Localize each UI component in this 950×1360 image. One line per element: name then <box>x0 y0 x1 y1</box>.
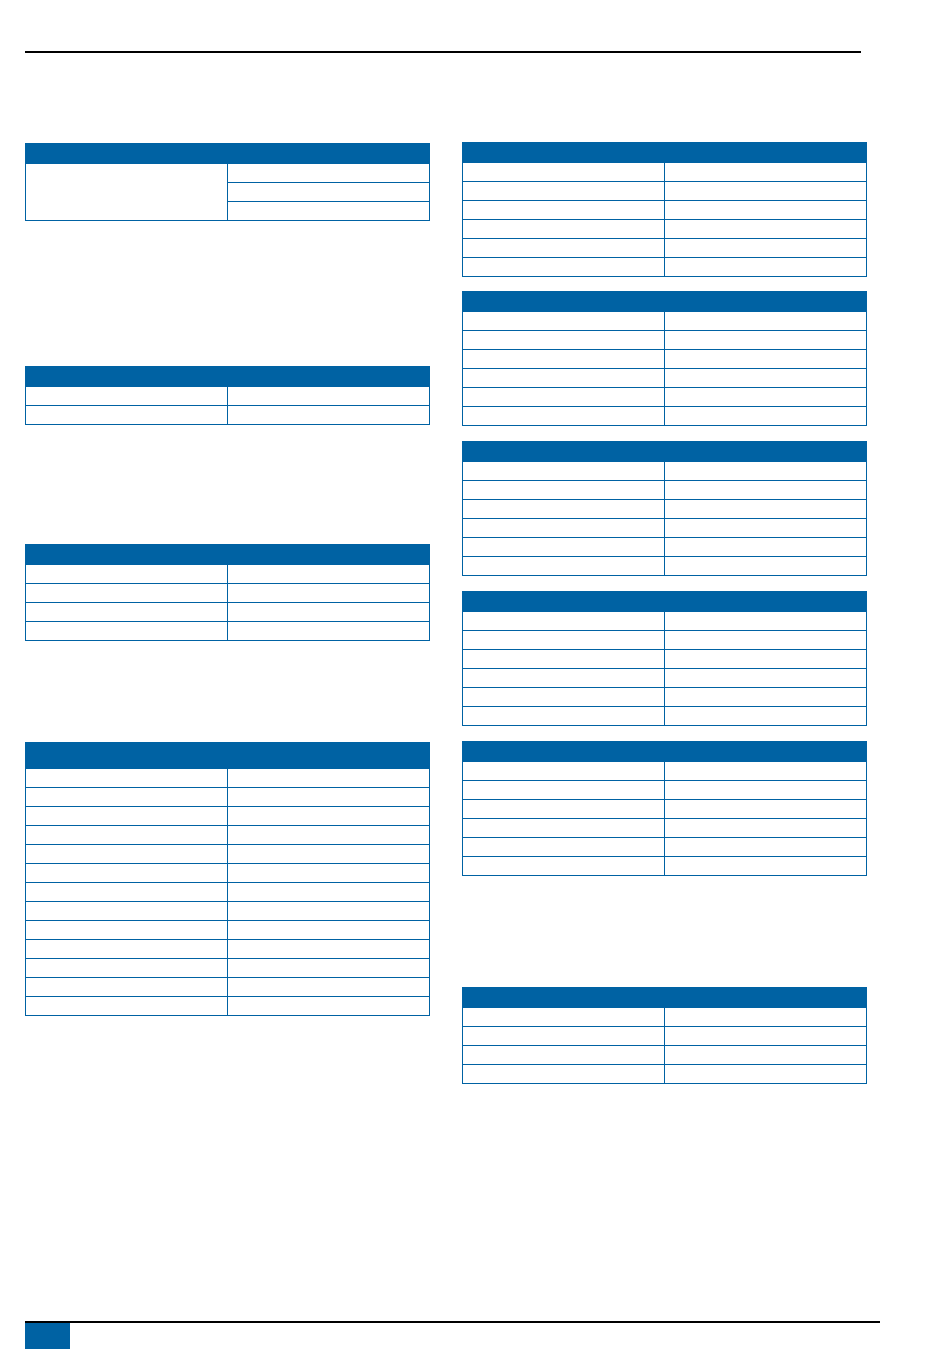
table-header-cell <box>665 292 867 312</box>
table-row <box>26 978 430 997</box>
table-row <box>463 201 867 220</box>
table-row <box>463 838 867 857</box>
table-header-cell <box>26 743 228 769</box>
table-header-row <box>26 743 430 769</box>
table-cell <box>463 1027 665 1046</box>
table-cell <box>26 622 228 641</box>
table-cell <box>463 669 665 688</box>
table-cell <box>463 688 665 707</box>
table-row <box>26 584 430 603</box>
table-cell <box>463 1065 665 1084</box>
table-cell <box>463 519 665 538</box>
table-header-row <box>463 442 867 462</box>
table-cell <box>228 387 430 406</box>
table-cell <box>463 1008 665 1027</box>
table-cell <box>26 883 228 902</box>
table-cell <box>228 845 430 864</box>
table-row <box>463 500 867 519</box>
table-cell <box>228 164 430 183</box>
table-cell <box>26 788 228 807</box>
table-cell <box>26 164 228 221</box>
table-row <box>463 819 867 838</box>
table-cell <box>463 819 665 838</box>
table-cell <box>463 557 665 576</box>
table-cell <box>463 312 665 331</box>
table-cell <box>665 239 867 258</box>
table-cell <box>463 1046 665 1065</box>
table-cell <box>665 631 867 650</box>
table-cell <box>665 707 867 726</box>
table-cell <box>26 387 228 406</box>
table-cell <box>665 800 867 819</box>
table-header-row <box>26 367 430 387</box>
table-cell <box>26 845 228 864</box>
spec-table-right-5 <box>462 741 867 876</box>
table-cell <box>665 1046 867 1065</box>
table-header-cell <box>26 144 228 164</box>
table-cell <box>463 350 665 369</box>
table-cell <box>26 940 228 959</box>
table-header-cell <box>665 442 867 462</box>
spec-table-left-4 <box>25 742 430 1016</box>
table-cell <box>665 1008 867 1027</box>
table-row <box>463 688 867 707</box>
table-row <box>26 826 430 845</box>
table-cell <box>228 183 430 202</box>
table-cell <box>463 538 665 557</box>
table-header-row <box>26 545 430 565</box>
table-cell <box>228 864 430 883</box>
table-cell <box>463 781 665 800</box>
table-header-cell <box>228 743 430 769</box>
table-cell <box>665 557 867 576</box>
table-row <box>463 481 867 500</box>
table-cell <box>665 612 867 631</box>
table-header-cell <box>228 144 430 164</box>
table-cell <box>228 902 430 921</box>
table-header-cell <box>665 988 867 1008</box>
table-row <box>463 762 867 781</box>
table-cell <box>665 650 867 669</box>
table-cell <box>463 500 665 519</box>
table-header-cell <box>463 988 665 1008</box>
table-cell <box>26 997 228 1016</box>
table-row <box>26 622 430 641</box>
table-header-cell <box>665 143 867 163</box>
table-header-cell <box>665 592 867 612</box>
table-cell <box>463 369 665 388</box>
table-row <box>26 788 430 807</box>
table-row <box>463 1008 867 1027</box>
table-cell <box>665 201 867 220</box>
table-cell <box>26 406 228 425</box>
table-row <box>26 603 430 622</box>
table-cell <box>665 762 867 781</box>
spec-table-right-2 <box>462 291 867 426</box>
table-cell <box>665 462 867 481</box>
table-cell <box>665 331 867 350</box>
header-rule <box>25 51 861 53</box>
table-cell <box>463 650 665 669</box>
table-cell <box>463 388 665 407</box>
table-cell <box>665 312 867 331</box>
table-cell <box>463 220 665 239</box>
spec-table-right-3 <box>462 441 867 576</box>
table-cell <box>228 788 430 807</box>
table-row <box>26 565 430 584</box>
table-row <box>463 258 867 277</box>
table-cell <box>665 519 867 538</box>
table-header-row <box>463 742 867 762</box>
table-header-cell <box>228 367 430 387</box>
table-cell <box>665 369 867 388</box>
table-row <box>26 845 430 864</box>
table-cell <box>26 826 228 845</box>
table-row <box>26 921 430 940</box>
table-cell <box>228 826 430 845</box>
table-cell <box>463 612 665 631</box>
table-row <box>463 631 867 650</box>
table-cell <box>228 202 430 221</box>
table-row <box>26 883 430 902</box>
table-header-cell <box>463 442 665 462</box>
table-cell <box>228 603 430 622</box>
table-cell <box>665 182 867 201</box>
table-cell <box>228 883 430 902</box>
footer-rule <box>25 1321 880 1323</box>
table-row <box>463 857 867 876</box>
table-header-cell <box>463 292 665 312</box>
table-cell <box>665 819 867 838</box>
table-cell <box>665 258 867 277</box>
table-row <box>463 462 867 481</box>
table-cell <box>26 807 228 826</box>
table-row <box>463 800 867 819</box>
table-cell <box>665 857 867 876</box>
table-row <box>463 707 867 726</box>
table-row <box>463 407 867 426</box>
table-row <box>463 1065 867 1084</box>
table-cell <box>228 769 430 788</box>
spec-table-left-1 <box>25 143 430 221</box>
table-cell <box>463 239 665 258</box>
table-header-cell <box>26 545 228 565</box>
table-row <box>463 1046 867 1065</box>
table-row <box>463 669 867 688</box>
table-row <box>463 182 867 201</box>
table-cell <box>665 407 867 426</box>
table-cell <box>228 997 430 1016</box>
table-cell <box>665 163 867 182</box>
table-cell <box>665 1065 867 1084</box>
spec-table-right-1 <box>462 142 867 277</box>
table-cell <box>665 500 867 519</box>
table-cell <box>463 331 665 350</box>
table-cell <box>665 669 867 688</box>
table-cell <box>463 481 665 500</box>
table-cell <box>228 978 430 997</box>
table-row <box>463 239 867 258</box>
table-row <box>26 406 430 425</box>
table-row <box>463 557 867 576</box>
table-cell <box>665 220 867 239</box>
table-cell <box>665 538 867 557</box>
table-cell <box>463 762 665 781</box>
table-row <box>26 387 430 406</box>
table-cell <box>26 902 228 921</box>
table-header-row <box>463 988 867 1008</box>
table-cell <box>463 163 665 182</box>
spec-table-left-2 <box>25 366 430 425</box>
table-header-cell <box>228 545 430 565</box>
table-cell <box>26 959 228 978</box>
table-row <box>463 650 867 669</box>
table-cell <box>463 707 665 726</box>
table-cell <box>228 584 430 603</box>
table-cell <box>463 407 665 426</box>
table-cell <box>228 622 430 641</box>
table-cell <box>463 857 665 876</box>
table-cell <box>665 350 867 369</box>
table-cell <box>228 406 430 425</box>
table-cell <box>463 631 665 650</box>
table-header-cell <box>26 367 228 387</box>
table-cell <box>26 921 228 940</box>
table-cell <box>463 201 665 220</box>
table-cell <box>26 565 228 584</box>
spec-table-right-4 <box>462 591 867 726</box>
table-row <box>26 164 430 183</box>
table-cell <box>228 565 430 584</box>
table-row <box>463 781 867 800</box>
table-row <box>26 807 430 826</box>
table-cell <box>26 584 228 603</box>
table-cell <box>228 959 430 978</box>
table-cell <box>26 864 228 883</box>
table-cell <box>665 781 867 800</box>
table-row <box>463 519 867 538</box>
table-cell <box>463 258 665 277</box>
table-row <box>26 902 430 921</box>
table-header-row <box>26 144 430 164</box>
table-cell <box>228 807 430 826</box>
table-header-cell <box>463 742 665 762</box>
table-header-row <box>463 143 867 163</box>
table-cell <box>26 603 228 622</box>
table-cell <box>665 688 867 707</box>
table-cell <box>26 978 228 997</box>
table-row <box>26 959 430 978</box>
spec-table-right-6 <box>462 987 867 1084</box>
table-row <box>463 388 867 407</box>
table-row <box>26 940 430 959</box>
table-cell <box>665 388 867 407</box>
table-cell <box>665 838 867 857</box>
table-header-cell <box>463 592 665 612</box>
table-row <box>463 612 867 631</box>
table-row <box>463 331 867 350</box>
table-header-cell <box>463 143 665 163</box>
table-row <box>463 163 867 182</box>
table-row <box>26 769 430 788</box>
table-row <box>463 220 867 239</box>
table-row <box>463 350 867 369</box>
table-row <box>26 997 430 1016</box>
table-cell <box>665 1027 867 1046</box>
table-row <box>463 312 867 331</box>
table-cell <box>665 481 867 500</box>
table-cell <box>463 182 665 201</box>
table-cell <box>228 921 430 940</box>
table-header-row <box>463 292 867 312</box>
table-cell <box>26 769 228 788</box>
table-cell <box>463 838 665 857</box>
page-number-tab <box>25 1323 70 1349</box>
spec-table-left-3 <box>25 544 430 641</box>
table-header-row <box>463 592 867 612</box>
table-cell <box>463 800 665 819</box>
table-row <box>463 369 867 388</box>
table-row <box>463 538 867 557</box>
table-header-cell <box>665 742 867 762</box>
table-cell <box>463 462 665 481</box>
table-row <box>26 864 430 883</box>
table-cell <box>228 940 430 959</box>
table-row <box>463 1027 867 1046</box>
